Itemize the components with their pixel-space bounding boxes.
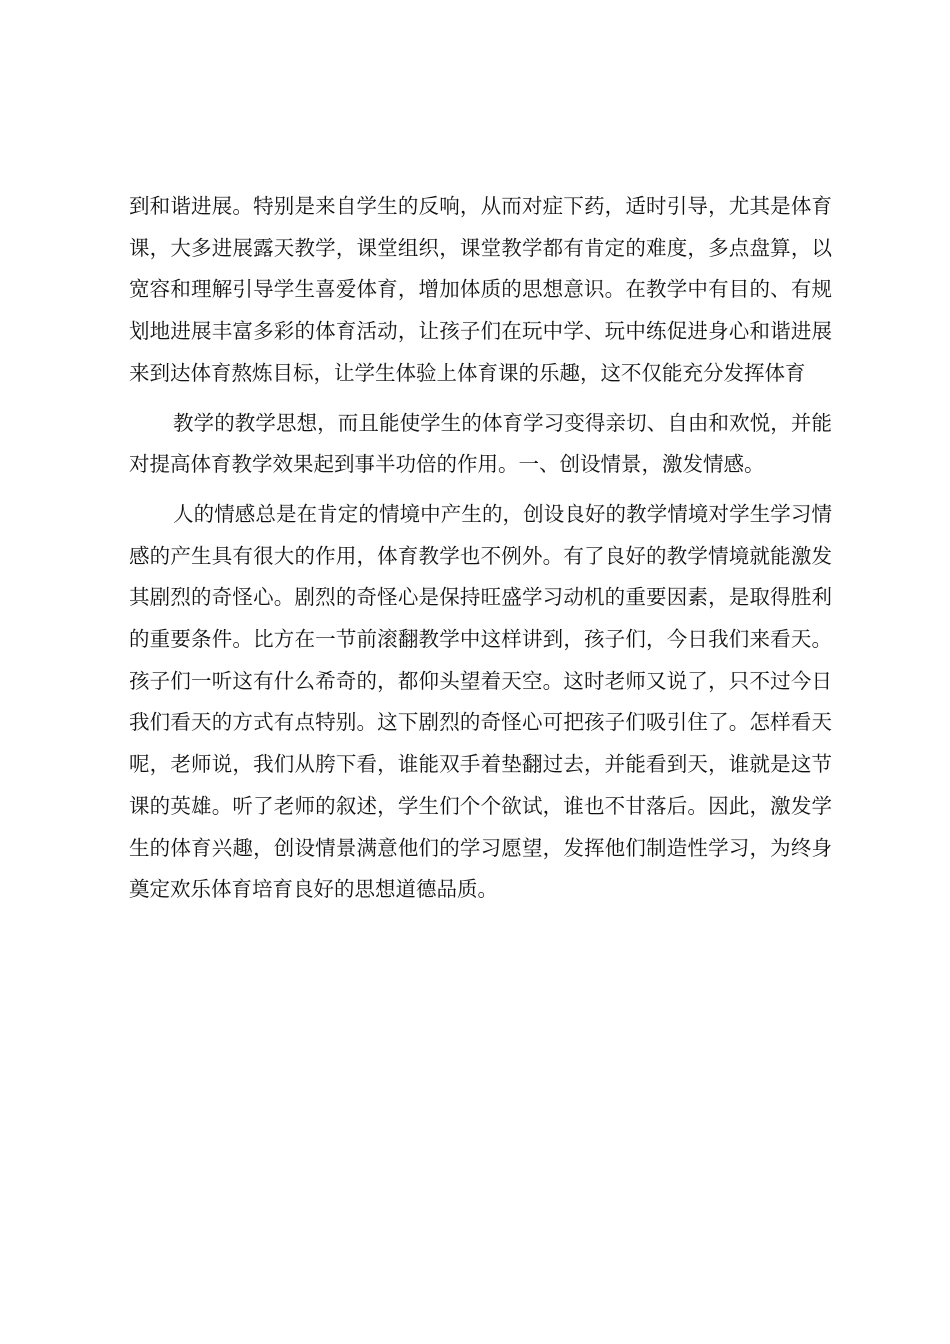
paragraph-3: 人的情感总是在肯定的情境中产生的，创设良好的教学情境对学生学习情感的产生具有很大的作用，体育教学也不例外。有了良好的教学情境就能激发其剧烈的奇怪心。剧烈的奇怪心是保持旺盛学习动机的重要因素，是取得胜利的重要条件。比方在一节前滚翻教学中这样讲到，孩子们，今日我们来看天。孩子们一听这有什么希奇的，都仰头望着天空。这时老师又说了，只不过今日我们看天的方式有点特别。这下剧烈的奇怪心可把孩子们吸引住了。怎样看天呢，老师说，我们从胯下看，谁能双手着垫翻过去，并能看到天，谁就是这节课的英雄。听了老师的叙述，学生们个个欲试，谁也不甘落后。因此，激发学生的体育兴趣，创设情景满意他们的学习愿望，发挥他们制造性学习，为终身奠定欢乐体育培育良好的思想道德品质。: [129, 501, 832, 902]
paragraph-2: 教学的教学思想，而且能使学生的体育学习变得亲切、自由和欢悦，并能对提高体育教学效果起到事半功倍的作用。一、创设情景，激发情感。: [129, 410, 832, 477]
paragraph-1: 到和谐进展。特别是来自学生的反响，从而对症下药，适时引导，尤其是体育课，大多进展露天教学，课堂组织，课堂教学都有肯定的难度，多点盘算，以宽容和理解引导学生喜爱体育，增加体质的思想意识。在教学中有目的、有规划地进展丰富多彩的体育活动，让孩子们在玩中学、玩中练促进身心和谐进展来到达体育熬炼目标，让学生体验上体育课的乐趣，这不仅能充分发挥体育: [129, 194, 832, 385]
document-body: [129, 186, 832, 911]
